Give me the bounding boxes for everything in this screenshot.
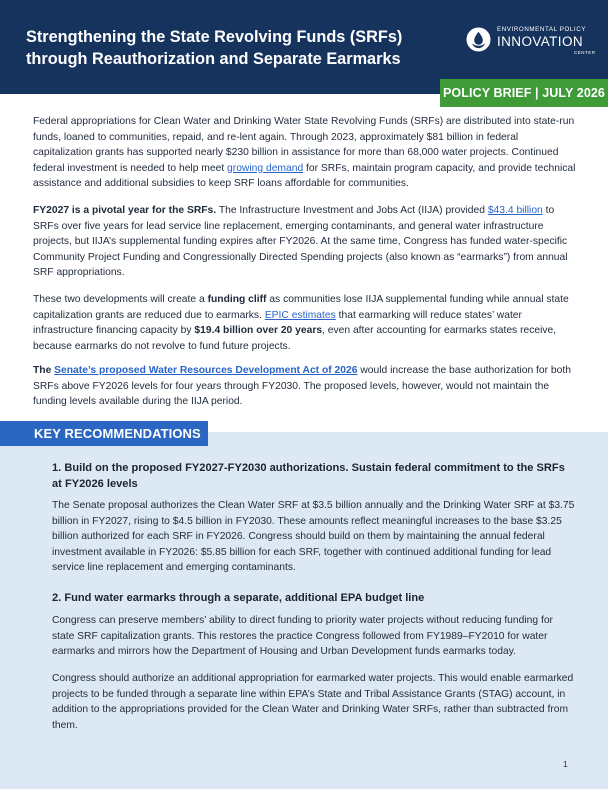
growing-demand-link[interactable]: growing demand [227,162,304,174]
p3-text-b: as communities lose IIJA supplemental funding while annual state capitalization grants are reduced due to earmarks. [33,294,569,321]
title-line-1: Strengthening the State Revolving Funds (SRFs) [26,28,403,46]
recommendation-1-title: 1. Build on the proposed FY2027-FY2030 authorizations. Sustain federal commitment to the SRFs at FY2026 levels [52,462,565,490]
iija-funding-link[interactable]: $43.4 billion [487,205,543,216]
logo-bottom-text: CENTER [574,50,596,55]
p3-text-a: These two developments will create a [33,294,208,305]
logo-top-text: ENVIRONMENTAL POLICY [497,26,587,33]
epic-estimates-link[interactable]: EPIC estimates [264,309,336,321]
intro-paragraph-3 [33,292,578,354]
recommendation-1-text: The Senate proposal authorizes the Clean Water SRF at $3.5 billion annually and the Drinking Water SRF at $3.75 billion in FY2027, rising to $4.5 billion in FY2030. These amounts reflect meaningful increases to the base $3.25 billion authorized for each SRF in FY2026. Congress should build on them by maintaining the annual federal investment available in FY2026: $5.85 billion for each SRF, together with continued additional funding for lead service line replacement and emerging contaminants. [52,500,575,573]
recommendations-heading: KEY RECOMMENDATIONS [0,421,208,446]
p1-text-a: Federal appropriations for Clean Water and Drinking Water State Revolving Funds (SRFs) are distributed into state-run funds, loaned to communities, repaid, and re-lent again. Through 2023, approximately $81 billion in federal capitalization grants has supported nearly $230 billion in assistance for more than 68,000 water projects. Continued federal investment is needed to help meet [33,116,575,174]
page-number: 1 [563,759,568,769]
document-title [26,26,446,70]
p4-bold-lead: The [33,365,55,376]
p3-text-c: that earmarking will reduce states’ water infrastructure financing capacity by [33,309,522,337]
water-drop-sprout-icon [466,27,491,52]
intro-paragraph-2 [33,203,578,281]
p3-bold-funding-cliff: funding cliff [207,294,267,305]
recommendation-2-text-2: Congress should authorize an additional appropriation for earmarked water projects. This would enable earmarked projects to be funded through a separate line within EPA’s State and Tribal Assistance Grants (STAG) account, in addition to the appropriations provided for the Clean Water and Drinking Water SRFs, rather than subtracted from them. [52,673,574,731]
p4-text-a: would increase the base authorization for both SRFs above FY2026 levels for four years through FY2030. The proposed levels, however, would not maintain the funding levels available during the IIJA period. [33,365,571,408]
logo-main-text: INNOVATION [497,34,584,49]
epic-logo [466,26,596,60]
senate-wrda-link[interactable]: Senate’s proposed Water Resources Development Act of 2026 [54,365,358,376]
p2-text-a: The Infrastructure Investment and Jobs Act (IIJA) provided [216,205,488,216]
title-line-2: through Reauthorization and Separate Earmarks [26,50,401,68]
p2-bold-lead: FY2027 is a pivotal year for the SRFs. [33,205,217,216]
p3-bold-amount: $19.4 billion over 20 years [194,325,323,337]
p2-text-b: to SRFs over five years for lead service line replacement, emerging contaminants, and general water infrastructure projects, but IIJA’s supplemental funding expires after FY2026. At the same time, Congress has funded water-specific Community Project Funding and Congressionally Directed Spending projects (also known as “earmarks”) from annual SRF appropriations. [33,205,568,279]
p3-text-d: , even after accounting for earmarks states receive, because earmarks do not revolve to fund future projects. [33,325,557,352]
intro-paragraph-1 [33,114,578,192]
recommendation-2-title: 2. Fund water earmarks through a separate, additional EPA budget line [52,592,425,604]
p1-text-b: for SRFs, maintain program capacity, and provide technical assistance and additional subsidies to keep SRF loans affordable for communities. [33,162,576,190]
policy-brief-tag: POLICY BRIEF | JULY 2026 [440,79,608,107]
intro-paragraph-4 [33,363,578,410]
recommendation-2-text-1: Congress can preserve members’ ability to direct funding to priority water projects without reducing funding for state SRF capitalization grants. This restores the practice Congress followed from FY1989–FY2010 for water earmarks and mirrors how the Department of Housing and Urban Development funds earmarks today. [52,615,553,657]
